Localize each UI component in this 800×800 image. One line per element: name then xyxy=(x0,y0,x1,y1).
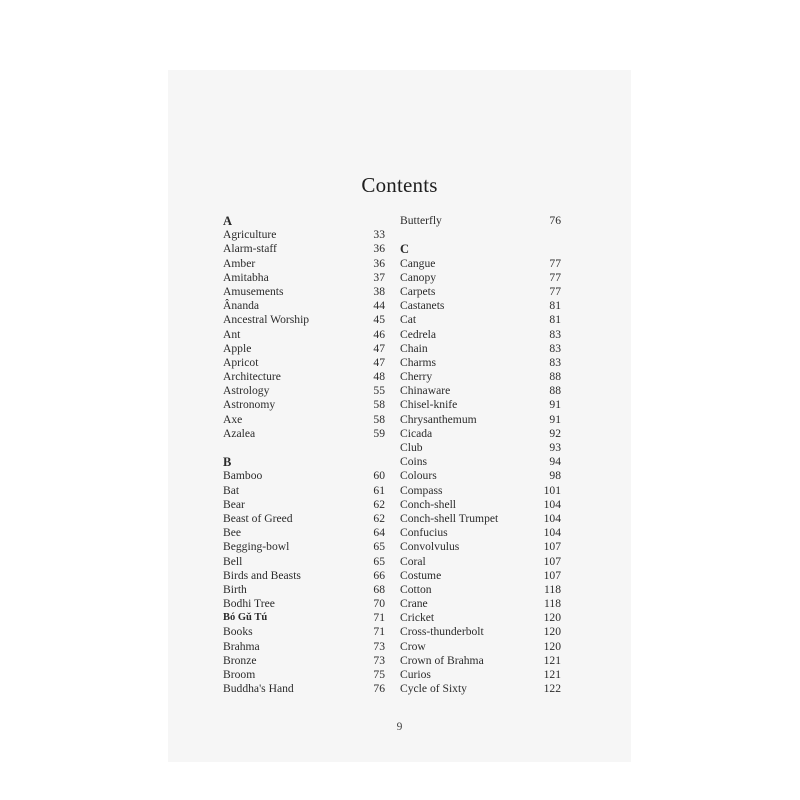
entry-title: Birth xyxy=(223,582,247,596)
entry-title: Chrysanthemum xyxy=(400,412,477,426)
entry-title: Bee xyxy=(223,526,242,540)
contents-entry xyxy=(400,569,561,583)
contents-entry xyxy=(400,583,561,597)
contents-entry xyxy=(223,228,385,242)
contents-entry xyxy=(223,540,385,554)
entry-page-number: 75 xyxy=(373,668,385,681)
entry-page-number: 58 xyxy=(373,398,385,412)
contents-entry xyxy=(400,682,561,696)
entry-page-number: 93 xyxy=(549,441,561,454)
contents-entry xyxy=(223,526,385,540)
contents-entry xyxy=(400,597,561,611)
entry-title: Coral xyxy=(400,554,426,568)
contents-entry xyxy=(223,484,385,498)
entry-title: Club xyxy=(400,441,423,454)
section-spacer xyxy=(400,228,561,242)
contents-entry xyxy=(400,271,561,285)
contents-entry xyxy=(400,257,561,271)
entry-page-number: 118 xyxy=(544,582,561,596)
contents-entry xyxy=(223,356,385,370)
entry-title: Axe xyxy=(223,412,243,426)
entry-title: Bear xyxy=(223,497,245,511)
entry-title: Canopy xyxy=(400,270,437,284)
entry-title: Bó Gǔ Tú xyxy=(223,612,268,624)
entry-title: Cedrela xyxy=(400,327,437,341)
contents-entry xyxy=(223,583,385,597)
entry-title: Cycle of Sixty xyxy=(400,682,467,696)
contents-entry xyxy=(223,668,385,682)
entry-page-number: 94 xyxy=(549,455,561,469)
entry-page-number: 107 xyxy=(543,568,561,582)
entry-title: Chain xyxy=(400,341,428,355)
contents-entry xyxy=(400,484,561,498)
contents-entry xyxy=(223,512,385,526)
section-spacer xyxy=(223,441,385,455)
book-page xyxy=(168,70,631,762)
entry-title: Begging-bowl xyxy=(223,540,290,554)
contents-right-column xyxy=(400,214,561,696)
entry-title: Charms xyxy=(400,355,437,369)
entry-title: Azalea xyxy=(223,426,256,440)
entry-page-number: 104 xyxy=(543,511,561,525)
contents-entry xyxy=(223,640,385,654)
entry-title: Astrology xyxy=(223,384,270,398)
contents-entry xyxy=(223,611,385,625)
contents-entry xyxy=(400,427,561,441)
contents-entry xyxy=(223,342,385,356)
entry-page-number: 81 xyxy=(549,313,561,327)
section-letter: A xyxy=(223,214,233,228)
entry-title: Crane xyxy=(400,597,428,611)
entry-title: Cicada xyxy=(400,426,433,440)
contents-entry xyxy=(223,257,385,271)
contents-entry xyxy=(400,455,561,469)
entry-page-number: 58 xyxy=(373,412,385,426)
entry-page-number: 76 xyxy=(373,682,385,696)
entry-page-number: 120 xyxy=(543,611,561,625)
section-letter: B xyxy=(223,455,232,470)
entry-page-number: 44 xyxy=(373,299,385,313)
entry-page-number: 33 xyxy=(373,228,385,242)
entry-page-number: 77 xyxy=(549,256,561,270)
entry-title: Butterfly xyxy=(400,214,442,227)
contents-entry xyxy=(400,356,561,370)
entry-title: Confucius xyxy=(400,526,448,540)
entry-page-number: 77 xyxy=(549,284,561,298)
entry-page-number: 70 xyxy=(373,597,385,611)
entry-page-number: 36 xyxy=(373,242,385,256)
entry-title: Ânanda xyxy=(223,299,260,313)
entry-page-number: 107 xyxy=(543,540,561,554)
contents-entry xyxy=(223,413,385,427)
entry-page-number: 88 xyxy=(549,370,561,384)
entry-title: Birds and Beasts xyxy=(223,568,301,582)
entry-title: Cherry xyxy=(400,370,433,384)
entry-title: Conch-shell Trumpet xyxy=(400,511,499,525)
entry-title: Bell xyxy=(223,554,243,568)
entry-page-number: 120 xyxy=(543,625,561,639)
entry-title: Curios xyxy=(400,668,431,681)
entry-page-number: 104 xyxy=(543,526,561,540)
entry-page-number: 61 xyxy=(373,483,385,497)
entry-title: Ant xyxy=(223,327,241,341)
contents-entry xyxy=(223,328,385,342)
entry-page-number: 73 xyxy=(373,639,385,653)
entry-page-number: 48 xyxy=(373,370,385,384)
contents-entry xyxy=(223,654,385,668)
entry-page-number: 98 xyxy=(549,469,561,483)
contents-left-column xyxy=(223,214,385,696)
entry-title: Chinaware xyxy=(400,384,451,398)
entry-title: Coins xyxy=(400,455,428,469)
contents-entry xyxy=(400,654,561,668)
entry-title: Compass xyxy=(400,483,443,497)
contents-entry xyxy=(223,398,385,412)
contents-entry xyxy=(400,512,561,526)
entry-page-number: 62 xyxy=(373,511,385,525)
entry-page-number: 121 xyxy=(543,668,561,681)
entry-page-number: 65 xyxy=(373,554,385,568)
entry-page-number: 104 xyxy=(543,497,561,511)
page-title: Contents xyxy=(361,173,438,197)
entry-page-number: 59 xyxy=(373,426,385,440)
entry-page-number: 92 xyxy=(549,426,561,440)
entry-page-number: 83 xyxy=(549,327,561,341)
entry-page-number: 71 xyxy=(373,625,385,639)
entry-title: Carpets xyxy=(400,284,436,298)
contents-entry xyxy=(223,313,385,327)
entry-title: Cangue xyxy=(400,256,436,270)
entry-title: Cat xyxy=(400,313,417,327)
entry-title: Cotton xyxy=(400,582,432,596)
contents-entry xyxy=(223,384,385,398)
entry-page-number: 77 xyxy=(549,270,561,284)
contents-entry xyxy=(223,469,385,483)
entry-page-number: 118 xyxy=(544,597,561,611)
entry-page-number: 66 xyxy=(373,568,385,582)
contents-entry xyxy=(400,441,561,455)
entry-title: Books xyxy=(223,625,253,639)
contents-entry xyxy=(400,625,561,639)
entry-page-number: 62 xyxy=(373,497,385,511)
entry-page-number: 83 xyxy=(549,355,561,369)
entry-title: Ancestral Worship xyxy=(223,313,310,327)
contents-entry xyxy=(223,242,385,256)
contents-entry xyxy=(400,285,561,299)
entry-title: Agriculture xyxy=(223,228,277,242)
contents-entry xyxy=(400,342,561,356)
entry-title: Buddha's Hand xyxy=(223,682,294,696)
entry-page-number: 47 xyxy=(373,341,385,355)
contents-entry xyxy=(400,640,561,654)
entry-title: Bronze xyxy=(223,653,257,667)
entry-title: Beast of Greed xyxy=(223,511,293,525)
contents-entry xyxy=(400,398,561,412)
entry-page-number: 60 xyxy=(373,469,385,483)
contents-entry xyxy=(223,597,385,611)
entry-title: Amitabha xyxy=(223,270,269,284)
entry-title: Alarm-staff xyxy=(223,242,277,256)
contents-entry xyxy=(223,285,385,299)
entry-title: Cross-thunderbolt xyxy=(400,625,484,639)
entry-page-number: 68 xyxy=(373,582,385,596)
entry-page-number: 36 xyxy=(373,256,385,270)
entry-title: Colours xyxy=(400,469,437,483)
entry-page-number: 107 xyxy=(543,554,561,568)
entry-page-number: 91 xyxy=(549,398,561,412)
contents-entry xyxy=(400,328,561,342)
entry-title: Bat xyxy=(223,483,240,497)
page-number: 9 xyxy=(396,721,403,733)
entry-page-number: 101 xyxy=(543,483,561,497)
entry-title: Crown of Brahma xyxy=(400,653,484,667)
entry-title: Castanets xyxy=(400,299,445,313)
contents-entry xyxy=(400,540,561,554)
contents-entry xyxy=(223,370,385,384)
entry-title: Cricket xyxy=(400,611,435,625)
entry-title: Apricot xyxy=(223,355,259,369)
entry-title: Convolvulus xyxy=(400,540,460,554)
entry-page-number: 83 xyxy=(549,341,561,355)
entry-title: Astronomy xyxy=(223,398,276,412)
entry-title: Broom xyxy=(223,668,256,681)
contents-entry xyxy=(400,413,561,427)
entry-page-number: 45 xyxy=(373,313,385,327)
contents-entry xyxy=(400,214,561,228)
entry-page-number: 64 xyxy=(373,526,385,540)
contents-entry xyxy=(400,526,561,540)
contents-entry xyxy=(400,299,561,313)
contents-entry xyxy=(223,625,385,639)
contents-entry xyxy=(400,469,561,483)
entry-title: Amber xyxy=(223,256,256,270)
entry-page-number: 71 xyxy=(373,611,385,625)
entry-page-number: 122 xyxy=(543,682,561,696)
entry-title: Chisel-knife xyxy=(400,398,458,412)
contents-entry xyxy=(223,555,385,569)
entry-title: Architecture xyxy=(223,370,281,384)
entry-page-number: 121 xyxy=(543,653,561,667)
contents-entry xyxy=(223,271,385,285)
entry-page-number: 88 xyxy=(549,384,561,398)
entry-title: Costume xyxy=(400,568,442,582)
entry-page-number: 65 xyxy=(373,540,385,554)
contents-entry xyxy=(223,299,385,313)
entry-page-number: 37 xyxy=(373,270,385,284)
entry-page-number: 55 xyxy=(373,384,385,398)
contents-entry xyxy=(400,668,561,682)
entry-title: Brahma xyxy=(223,639,260,653)
entry-title: Bamboo xyxy=(223,469,263,483)
section-letter: C xyxy=(400,242,410,257)
entry-title: Conch-shell xyxy=(400,497,457,511)
entry-page-number: 76 xyxy=(549,214,561,227)
entry-title: Apple xyxy=(223,341,252,355)
contents-entry xyxy=(223,569,385,583)
contents-entry xyxy=(223,427,385,441)
contents-entry xyxy=(400,370,561,384)
entry-page-number: 73 xyxy=(373,653,385,667)
contents-entry xyxy=(400,384,561,398)
entry-page-number: 91 xyxy=(549,412,561,426)
entry-page-number: 38 xyxy=(373,284,385,298)
contents-entry xyxy=(223,682,385,696)
contents-entry xyxy=(400,555,561,569)
entry-title: Crow xyxy=(400,639,426,653)
entry-title: Amusements xyxy=(223,284,284,298)
entry-page-number: 81 xyxy=(549,299,561,313)
entry-title: Bodhi Tree xyxy=(223,597,275,611)
contents-entry xyxy=(400,611,561,625)
entry-page-number: 47 xyxy=(373,355,385,369)
entry-page-number: 46 xyxy=(373,327,385,341)
contents-entry xyxy=(400,313,561,327)
contents-entry xyxy=(223,498,385,512)
entry-page-number: 120 xyxy=(543,639,561,653)
contents-entry xyxy=(400,498,561,512)
